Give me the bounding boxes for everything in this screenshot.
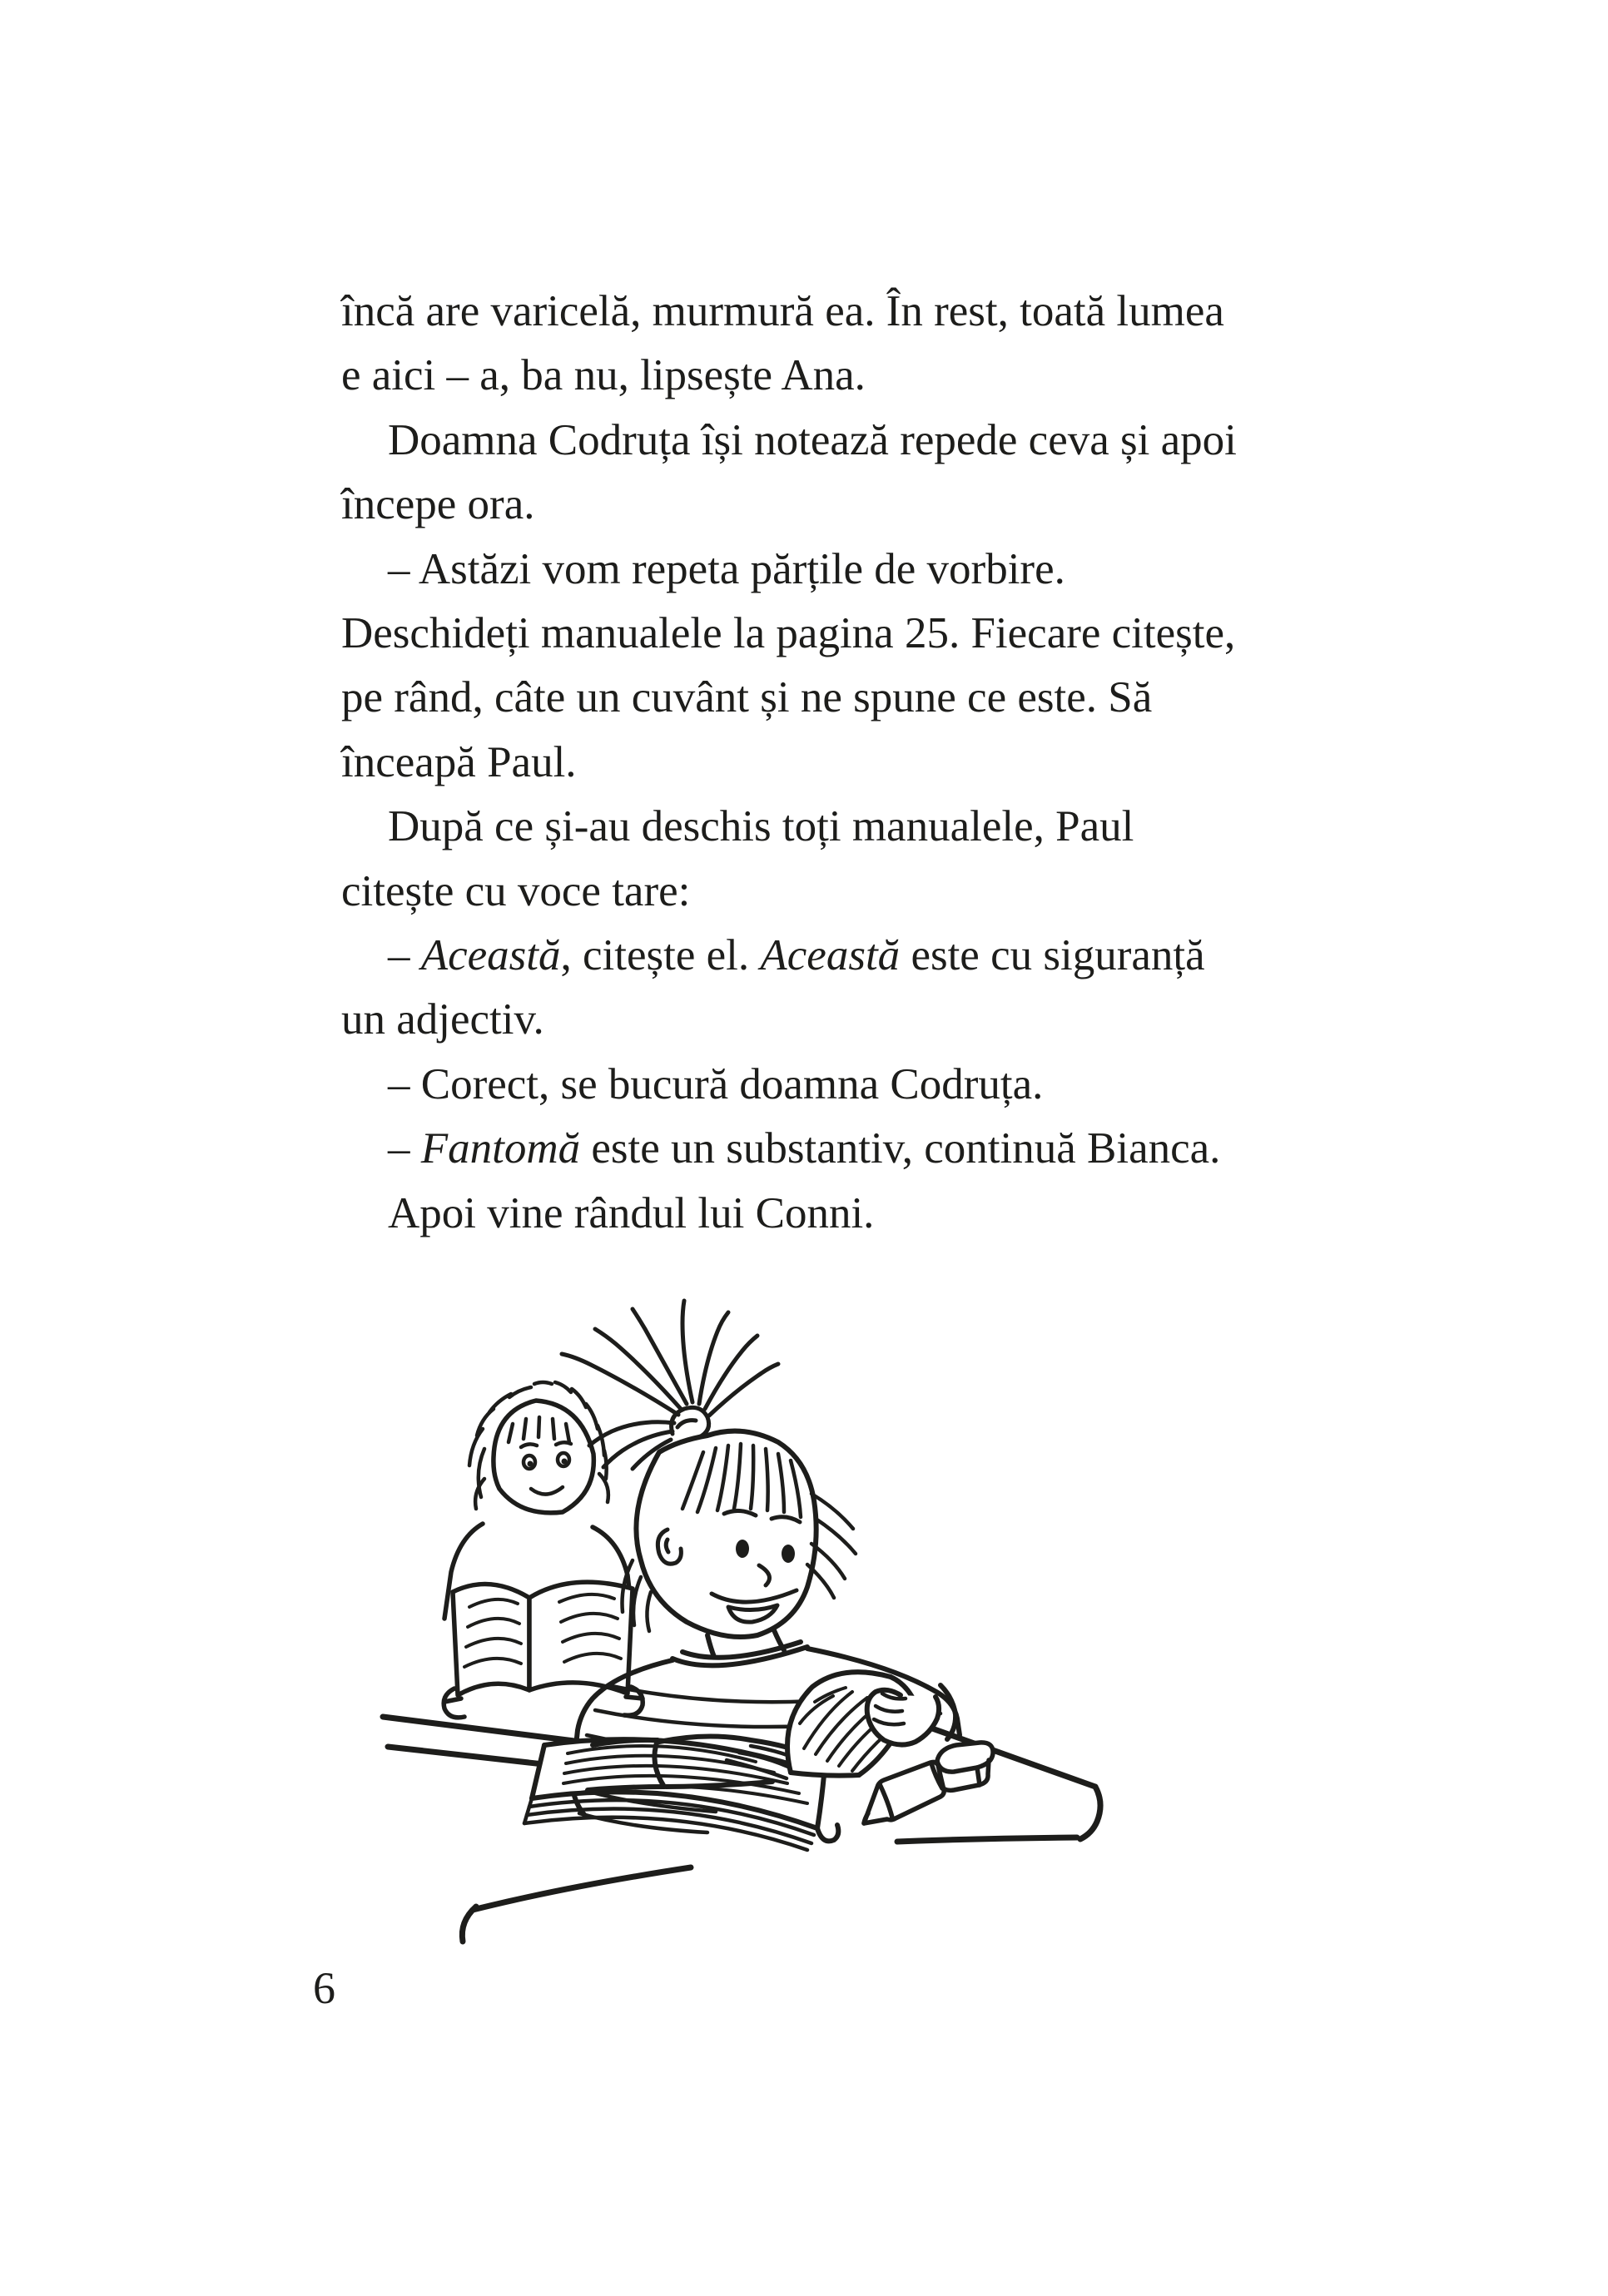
text-segment: Doamna Codruța își notează repede ceva și apoi	[388, 415, 1237, 464]
text-line	[341, 602, 1373, 666]
illustration-conni-reading	[358, 1286, 1124, 1951]
text-segment: e aici – a, ba nu, lipsește Ana.	[341, 351, 866, 400]
text-line	[341, 538, 1373, 602]
page-number: 6	[313, 1963, 335, 2013]
left-eye	[736, 1540, 749, 1558]
italic-word: Această	[760, 931, 901, 980]
text-line	[341, 860, 1373, 924]
text-segment: este cu siguranță	[900, 931, 1205, 980]
text-segment: –	[388, 931, 421, 980]
italic-word: Această	[420, 931, 561, 980]
italic-word: Fantomă	[420, 1124, 581, 1173]
text-segment: este un substantiv, continuă Bianca.	[580, 1124, 1221, 1173]
text-line	[341, 280, 1373, 344]
text-line	[341, 666, 1373, 730]
background-child-book	[444, 1582, 643, 1718]
text-line	[341, 473, 1373, 537]
text-line	[341, 924, 1373, 988]
text-line	[341, 1117, 1373, 1181]
text-segment: –	[388, 1124, 421, 1173]
text-segment: pe rând, câte un cuvânt și ne spune ce este. Să	[341, 673, 1153, 722]
text-segment: un adjectiv.	[341, 995, 544, 1044]
text-segment: înceapă Paul.	[341, 737, 577, 786]
text-segment: – Corect, se bucură doamna Codruța.	[388, 1059, 1044, 1108]
text-line	[341, 731, 1373, 795]
text-line	[341, 795, 1373, 859]
text-segment: După ce și-au deschis toți manualele, Paul	[388, 802, 1134, 851]
text-segment: Deschideți manualele la pagina 25. Fiecare citește,	[341, 609, 1236, 658]
text-block	[341, 280, 1373, 1246]
text-segment: citește cu voce tare:	[341, 866, 691, 915]
text-segment: , citește el.	[560, 931, 761, 980]
pencil	[864, 1762, 944, 1823]
text-line	[341, 1182, 1373, 1246]
text-segment: începe ora.	[341, 480, 535, 529]
text-segment: – Astăzi vom repeta părțile de vorbire.	[388, 544, 1065, 593]
text-line	[341, 344, 1373, 408]
eraser	[937, 1743, 993, 1790]
right-eye	[782, 1545, 795, 1563]
text-segment: Apoi vine rândul lui Conni.	[388, 1188, 875, 1237]
text-line	[341, 1053, 1373, 1117]
text-segment: încă are varicelă, murmură ea. În rest, toată lumea	[341, 287, 1224, 335]
text-line	[341, 409, 1373, 473]
text-line	[341, 988, 1373, 1052]
